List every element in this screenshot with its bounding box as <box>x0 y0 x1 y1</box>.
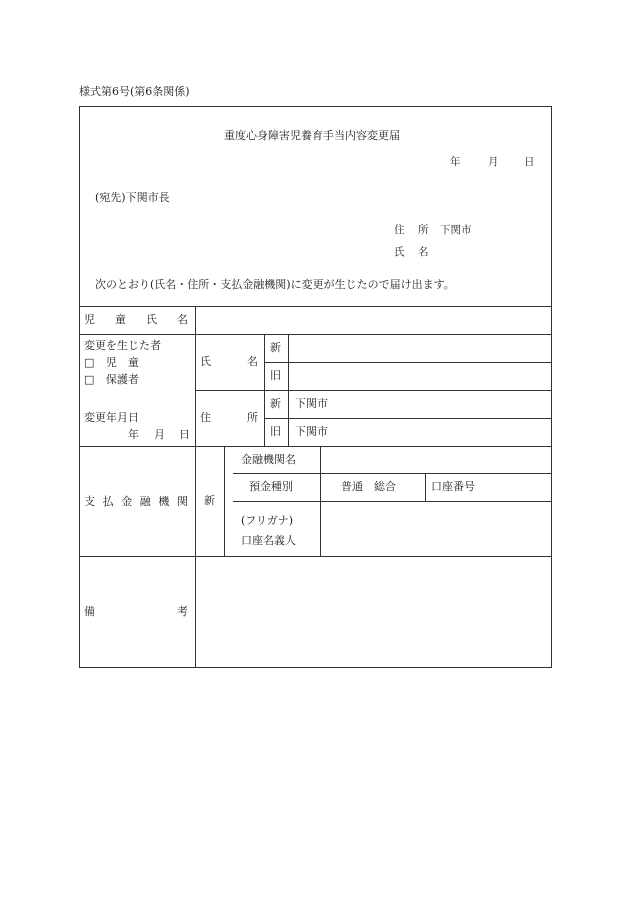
change-date-month: 月 <box>154 428 165 441</box>
address-label: 住 所 <box>200 411 258 424</box>
addressee: (宛先)下関市長 <box>95 191 170 204</box>
name-old-label: 旧 <box>270 369 281 382</box>
form-title: 重度心身障害児養育手当内容変更届 <box>224 129 400 142</box>
bank-institution-field[interactable] <box>321 447 551 472</box>
change-date-day: 日 <box>179 428 190 441</box>
address-new-value: 下関市 <box>295 397 328 410</box>
account-number-label: 口座番号 <box>431 480 475 493</box>
change-date-field[interactable] <box>128 428 190 442</box>
change-date-label: 変更年月日 <box>84 411 139 424</box>
child-name-label: 児 童 氏 名 <box>84 313 188 326</box>
account-holder-label: 口座名義人 <box>241 534 296 547</box>
address-new-field[interactable] <box>289 391 551 417</box>
child-name-field[interactable] <box>196 307 551 333</box>
date-year-label: 年 <box>450 156 461 168</box>
vrule-account-number <box>425 473 426 501</box>
checkbox-child[interactable] <box>84 357 139 368</box>
applicant-address-field[interactable] <box>440 223 540 239</box>
date-month-label: 月 <box>488 156 499 168</box>
address-old-label: 旧 <box>270 425 281 438</box>
furigana-label: (フリガナ) <box>241 514 294 527</box>
deposit-type-options[interactable]: 普通 総合 <box>341 480 396 493</box>
applicant-address-label-2: 所 <box>418 224 429 236</box>
address-old-field[interactable] <box>289 419 551 445</box>
checkbox-child-box[interactable]: □ <box>84 356 95 369</box>
bank-institution-label: 金融機関名 <box>241 453 296 466</box>
name-new-label: 新 <box>270 341 281 354</box>
remarks-label: 備 考 <box>84 605 188 618</box>
change-date-year: 年 <box>128 428 139 441</box>
changed-person-heading: 変更を生じた者 <box>84 339 161 352</box>
remarks-field[interactable] <box>196 557 551 667</box>
name-old-field[interactable] <box>289 363 551 389</box>
checkbox-guardian-box[interactable]: □ <box>84 373 95 386</box>
date-day-label: 日 <box>524 156 535 168</box>
form-number-label: 様式第6号(第6条関係) <box>79 85 190 98</box>
vrule-bank-new <box>224 446 225 556</box>
submission-date[interactable] <box>450 157 540 171</box>
applicant-name-label-2: 名 <box>418 246 429 258</box>
checkbox-guardian[interactable] <box>84 374 139 385</box>
applicant-name-field[interactable] <box>440 245 540 261</box>
applicant-name-label-1: 氏 <box>394 246 405 258</box>
account-number-field[interactable] <box>494 474 551 500</box>
address-old-value: 下関市 <box>295 425 328 438</box>
name-label: 氏 名 <box>200 355 258 368</box>
checkbox-child-label: 児 童 <box>105 356 139 369</box>
address-new-label: 新 <box>270 397 281 410</box>
bank-label: 支 払 金 融 機 関 <box>84 495 188 508</box>
bank-new-label: 新 <box>204 494 215 507</box>
vrule-new-old-left <box>264 334 265 446</box>
statement-text: 次のとおり(氏名・住所・支払金融機関)に変更が生じたので届け出ます。 <box>95 278 455 291</box>
account-holder-field[interactable] <box>321 502 551 555</box>
deposit-type-label: 預金種別 <box>249 480 293 493</box>
checkbox-guardian-label: 保護者 <box>105 373 139 386</box>
applicant-address-value: 下関市 <box>440 224 472 236</box>
applicant-address-label-1: 住 <box>394 224 405 236</box>
name-new-field[interactable] <box>289 335 551 361</box>
